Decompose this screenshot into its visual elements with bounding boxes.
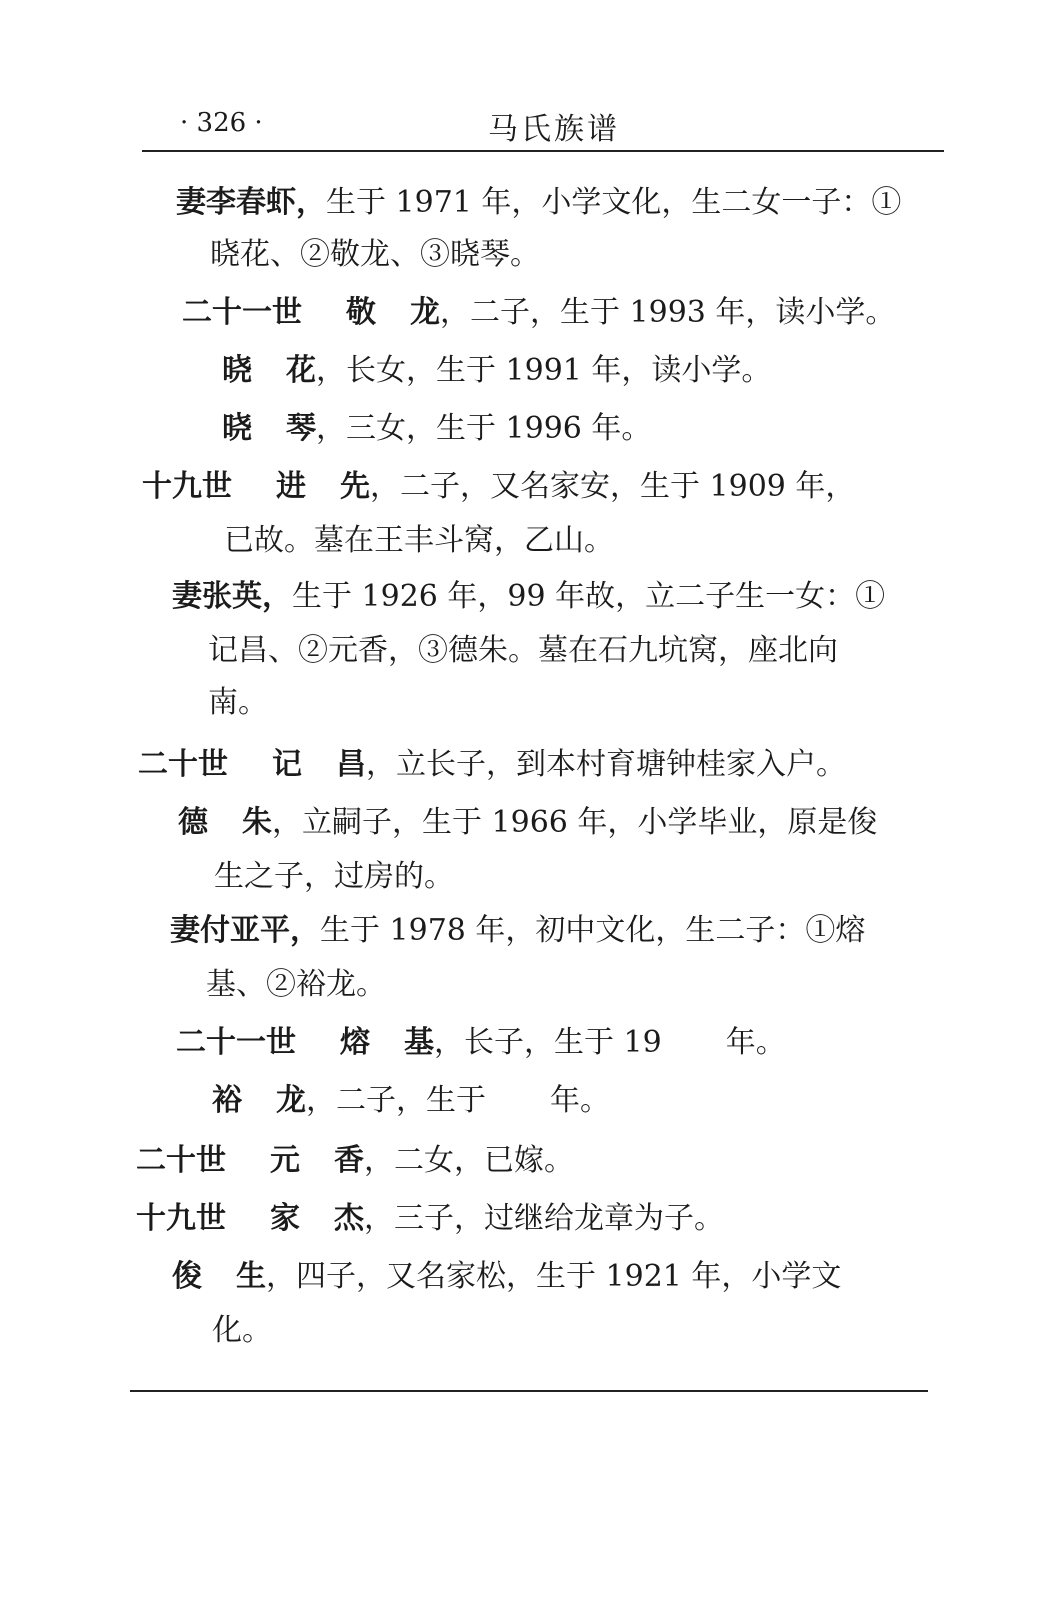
person-name-2: 杰 (334, 1201, 364, 1236)
person-name-1: 裕 (212, 1083, 242, 1118)
person-name-2: 生 (236, 1259, 266, 1294)
entry-continuation: 生之子，过房的。 (214, 859, 454, 894)
entry-continuation: 化。 (212, 1313, 272, 1348)
generation-label: 二十一世 (182, 295, 302, 330)
book-title: 马氏族谱 (488, 112, 620, 147)
entry-text: 生于 1978 年，初中文化，生二子：①熔 (320, 913, 866, 948)
entry-line (136, 1143, 574, 1178)
page-number: · 326 · (180, 108, 263, 138)
entry-text: ，四子，又名家松，生于 1921 年，小学文 (266, 1259, 842, 1294)
header-rule (142, 150, 944, 152)
person-name-1: 俊 (172, 1259, 202, 1294)
entry-continuation: 记昌、②元香，③德朱。墓在石九坑窝，座北向 (208, 633, 838, 668)
person-name-1: 敬 (346, 295, 376, 330)
entry-line (222, 411, 652, 446)
person-name-2: 琴 (286, 411, 316, 446)
person-name-2: 龙 (276, 1083, 306, 1118)
person-name-1: 家 (270, 1201, 300, 1236)
generation-label: 十九世 (136, 1201, 226, 1236)
entry-text: ，三女，生于 1996 年。 (316, 411, 652, 446)
person-name-1: 晓 (222, 411, 252, 446)
entry-line (172, 1259, 842, 1294)
person-name-1: 德 (178, 805, 208, 840)
entry-text: ，立长子，到本村育塘钟桂家入户。 (366, 747, 846, 782)
entry-line (136, 1201, 724, 1236)
entry-line (176, 185, 902, 220)
generation-label: 二十世 (138, 747, 228, 782)
footer-rule (130, 1390, 928, 1392)
entry-text: ，长子，生于 19 (434, 1025, 662, 1060)
person-name-2: 昌 (336, 747, 366, 782)
person-name-2: 龙 (410, 295, 440, 330)
entry-line (178, 805, 878, 840)
entry-line (176, 1025, 786, 1060)
entry-continuation: 南。 (208, 685, 268, 720)
spouse-name: 妻张英， (172, 579, 292, 614)
spouse-name: 妻李春虾， (176, 185, 326, 220)
entry-line (138, 747, 846, 782)
entry-line (172, 579, 886, 614)
person-name-1: 晓 (222, 353, 252, 388)
person-name-1: 元 (270, 1143, 300, 1178)
entry-text: ，三子，过继给龙章为子。 (364, 1201, 724, 1236)
entry-line (222, 353, 772, 388)
entry-text: ，立嗣子，生于 1966 年，小学毕业，原是俊 (272, 805, 878, 840)
entry-continuation: 基、②裕龙。 (206, 967, 386, 1002)
entry-text: ，二子，又名家安，生于 1909 年， (370, 469, 856, 504)
entry-line (142, 469, 856, 504)
entry-text: 生于 1926 年，99 年故，立二子生一女：① (292, 579, 886, 614)
person-name-1: 熔 (340, 1025, 370, 1060)
entry-line (182, 295, 896, 330)
entry-text: ，二子，生于 1993 年，读小学。 (440, 295, 896, 330)
person-name-2: 花 (286, 353, 316, 388)
generation-label: 十九世 (142, 469, 232, 504)
spouse-name: 妻付亚平， (170, 913, 320, 948)
generation-label: 二十一世 (176, 1025, 296, 1060)
entry-text: ，长女，生于 1991 年，读小学。 (316, 353, 772, 388)
entry-text-tail: 年。 (550, 1083, 610, 1118)
person-name-2: 先 (340, 469, 370, 504)
entry-text: 生于 1971 年，小学文化，生二女一子：① (326, 185, 902, 220)
entry-text-tail: 年。 (725, 1025, 786, 1060)
person-name-2: 基 (404, 1025, 434, 1060)
entry-text: ，二子，生于 (306, 1083, 486, 1118)
entry-continuation: 晓花、②敬龙、③晓琴。 (210, 237, 540, 272)
person-name-1: 记 (272, 747, 302, 782)
entry-text: ，二女，已嫁。 (364, 1143, 574, 1178)
entry-line (212, 1083, 610, 1118)
generation-label: 二十世 (136, 1143, 226, 1178)
person-name-1: 进 (276, 469, 306, 504)
entry-line (170, 913, 866, 948)
person-name-2: 朱 (242, 805, 272, 840)
entry-continuation: 已故。墓在王丰斗窝，乙山。 (224, 523, 614, 558)
person-name-2: 香 (334, 1143, 364, 1178)
